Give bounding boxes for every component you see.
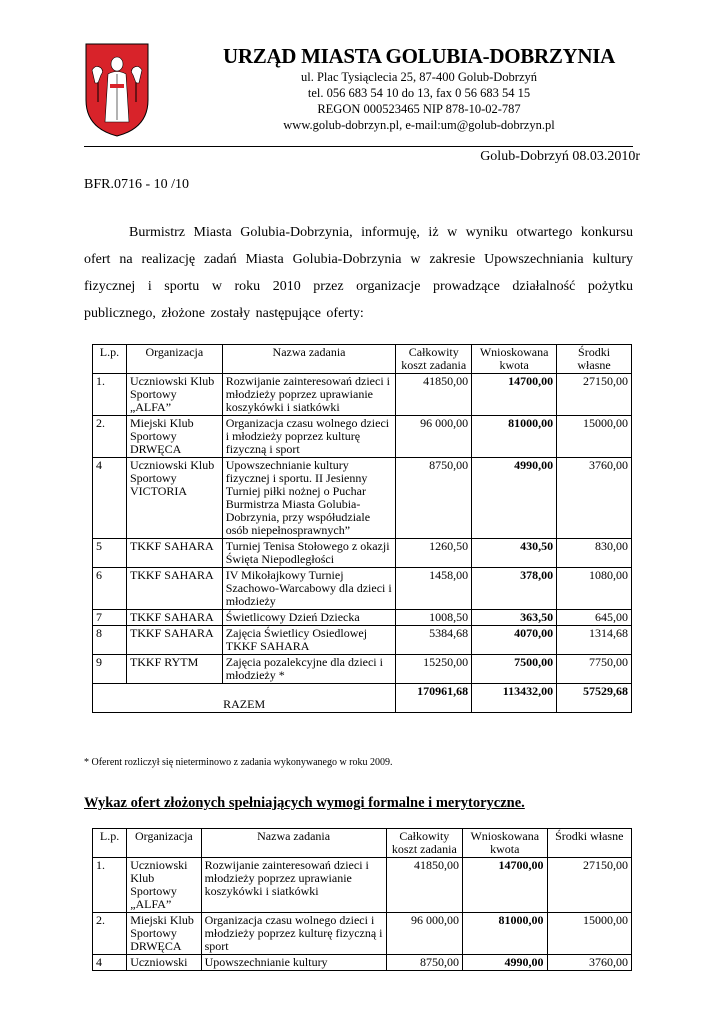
- table-cell: 830,00: [557, 539, 632, 568]
- table-cell: 15000,00: [547, 913, 632, 955]
- table-cell: Upowszechnianie kultury: [201, 955, 386, 971]
- table-cell: 7500,00: [472, 655, 557, 684]
- office-regon: REGON 000523465 NIP 878-10-02-787: [317, 102, 521, 116]
- table-cell: 2.: [93, 913, 127, 955]
- table-cell: 430,50: [472, 539, 557, 568]
- total-label: RAZEM: [93, 684, 396, 713]
- table-header-row: [93, 829, 632, 858]
- table-cell: 1008,50: [396, 610, 472, 626]
- office-phone: tel. 056 683 54 10 do 13, fax 0 56 683 54 15: [307, 86, 531, 100]
- table-cell: 7: [93, 610, 127, 626]
- table-cell: TKKF RYTM: [126, 655, 222, 684]
- footnote: * Oferent rozliczył się nieterminowo z zadania wykonywanego w roku 2009.: [84, 757, 393, 768]
- coat-of-arms-logo: [84, 42, 150, 138]
- table-cell: IV Mikołajkowy Turniej Szachowo-Warcabowy dla dzieci i młodzieży: [222, 568, 396, 610]
- table-cell: Uczniowski Klub Sportowy „ALFA”: [126, 374, 222, 416]
- table-cell: Zajęcia Świetlicy Osiedlowej TKKF SAHARA: [222, 626, 396, 655]
- table-cell: 1.: [93, 858, 127, 913]
- column-header: Organizacja: [126, 345, 222, 374]
- table-cell: Turniej Tenisa Stołowego z okazji Święta Niepodległości: [222, 539, 396, 568]
- table-cell: 96 000,00: [396, 416, 472, 458]
- column-header: Wnioskowana kwota: [472, 345, 557, 374]
- total-cost: 170961,68: [396, 684, 472, 713]
- section-heading: Wykaz ofert złożonych spełniających wymogi formalne i merytoryczne.: [84, 795, 525, 811]
- table-cell: 378,00: [472, 568, 557, 610]
- table-row: [93, 610, 632, 626]
- column-header: L.p.: [93, 345, 127, 374]
- table-cell: Organizacja czasu wolnego dzieci i młodzieży poprzez kulturę fizyczną i sport: [222, 416, 396, 458]
- table-cell: 8750,00: [386, 955, 462, 971]
- table-cell: 27150,00: [547, 858, 632, 913]
- table-cell: 4: [93, 458, 127, 539]
- total-row: [93, 684, 632, 713]
- table-cell: 15250,00: [396, 655, 472, 684]
- table-cell: 1458,00: [396, 568, 472, 610]
- table-cell: 8: [93, 626, 127, 655]
- table-cell: 4990,00: [463, 955, 547, 971]
- column-header: L.p.: [93, 829, 127, 858]
- table-cell: 14700,00: [463, 858, 547, 913]
- table-row: [93, 568, 632, 610]
- table-header-row: [93, 345, 632, 374]
- table-cell: 96 000,00: [386, 913, 462, 955]
- column-header: Środki własne: [547, 829, 632, 858]
- table-cell: Uczniowski Klub Sportowy „ALFA”: [127, 858, 201, 913]
- table-cell: 363,50: [472, 610, 557, 626]
- table-cell: 1314,68: [557, 626, 632, 655]
- column-header: Środki własne: [557, 345, 632, 374]
- total-own-funds: 57529,68: [557, 684, 632, 713]
- total-requested: 113432,00: [472, 684, 557, 713]
- offers-table: [92, 344, 632, 713]
- table-cell: 4070,00: [472, 626, 557, 655]
- table-cell: Uczniowski: [127, 955, 201, 971]
- table-cell: 81000,00: [472, 416, 557, 458]
- table-cell: Organizacja czasu wolnego dzieci i młodzieży poprzez kulturę fizyczną i sport: [201, 913, 386, 955]
- table-cell: Rozwijanie zainteresowań dzieci i młodzieży poprzez uprawianie koszykówki i siatkówki: [222, 374, 396, 416]
- table-cell: Zajęcia pozalekcyjne dla dzieci i młodzieży *: [222, 655, 396, 684]
- table-row: [93, 858, 632, 913]
- table-cell: TKKF SAHARA: [126, 626, 222, 655]
- table-cell: 2.: [93, 416, 127, 458]
- table-cell: 3760,00: [547, 955, 632, 971]
- table-cell: 1080,00: [557, 568, 632, 610]
- table-cell: 6: [93, 568, 127, 610]
- table-cell: 41850,00: [396, 374, 472, 416]
- table-cell: 9: [93, 655, 127, 684]
- table-cell: 81000,00: [463, 913, 547, 955]
- document-date: Golub-Dobrzyń 08.03.2010r: [480, 149, 640, 164]
- table-cell: 14700,00: [472, 374, 557, 416]
- table-cell: TKKF SAHARA: [126, 539, 222, 568]
- office-title: URZĄD MIASTA GOLUBIA-DOBRZYNIA: [223, 44, 615, 68]
- table-row: [93, 655, 632, 684]
- intro-paragraph: Burmistrz Miasta Golubia-Dobrzynia, informuję, iż w wyniku otwartego konkursu ofert na realizację zadań Miasta Golubia-Dobrzynia w zakresie Upowszechniania kultury fizycznej i sportu w roku 2010 przez organizacje prowadzące działalność pożytku publicznego, złożone zostały następujące oferty:: [84, 225, 633, 321]
- table-cell: 1260,50: [396, 539, 472, 568]
- table-cell: 5: [93, 539, 127, 568]
- office-address: ul. Plac Tysiąclecia 25, 87-400 Golub-Dobrzyń: [301, 70, 537, 84]
- table-cell: TKKF SAHARA: [126, 610, 222, 626]
- table-row: [93, 913, 632, 955]
- table-cell: Upowszechnianie kultury fizycznej i sportu. II Jesienny Turniej piłki nożnej o Puchar Burmistrza Miasta Golubia-Dobrzynia, przy współudziale osób niepełnosprawnych”: [222, 458, 396, 539]
- table-cell: Rozwijanie zainteresowań dzieci i młodzieży poprzez uprawianie koszykówki i siatkówki: [201, 858, 386, 913]
- column-header: Nazwa zadania: [222, 345, 396, 374]
- table-cell: 15000,00: [557, 416, 632, 458]
- table-cell: 645,00: [557, 610, 632, 626]
- table-row: [93, 374, 632, 416]
- table-cell: 27150,00: [557, 374, 632, 416]
- table-cell: Świetlicowy Dzień Dziecka: [222, 610, 396, 626]
- column-header: Całkowity koszt zadania: [386, 829, 462, 858]
- table-row: [93, 955, 632, 971]
- table-cell: 4: [93, 955, 127, 971]
- column-header: Nazwa zadania: [201, 829, 386, 858]
- table-row: [93, 626, 632, 655]
- header-divider: [84, 146, 633, 147]
- table-row: [93, 539, 632, 568]
- table-cell: Uczniowski Klub Sportowy VICTORIA: [126, 458, 222, 539]
- column-header: Organizacja: [127, 829, 201, 858]
- table-cell: 1.: [93, 374, 127, 416]
- table-cell: Miejski Klub Sportowy DRWĘCA: [127, 913, 201, 955]
- table-cell: 3760,00: [557, 458, 632, 539]
- table-row: [93, 458, 632, 539]
- table-cell: TKKF SAHARA: [126, 568, 222, 610]
- table-cell: Miejski Klub Sportowy DRWĘCA: [126, 416, 222, 458]
- column-header: Wnioskowana kwota: [463, 829, 547, 858]
- table-cell: 8750,00: [396, 458, 472, 539]
- table-cell: 41850,00: [386, 858, 462, 913]
- office-web: www.golub-dobrzyn.pl, e-mail:um@golub-dobrzyn.pl: [283, 118, 555, 132]
- table-cell: 7750,00: [557, 655, 632, 684]
- table-cell: 4990,00: [472, 458, 557, 539]
- table-row: [93, 416, 632, 458]
- table-cell: 5384,68: [396, 626, 472, 655]
- column-header: Całkowity koszt zadania: [396, 345, 472, 374]
- qualified-offers-table: [92, 828, 632, 971]
- reference-number: BFR.0716 - 10 /10: [84, 177, 190, 192]
